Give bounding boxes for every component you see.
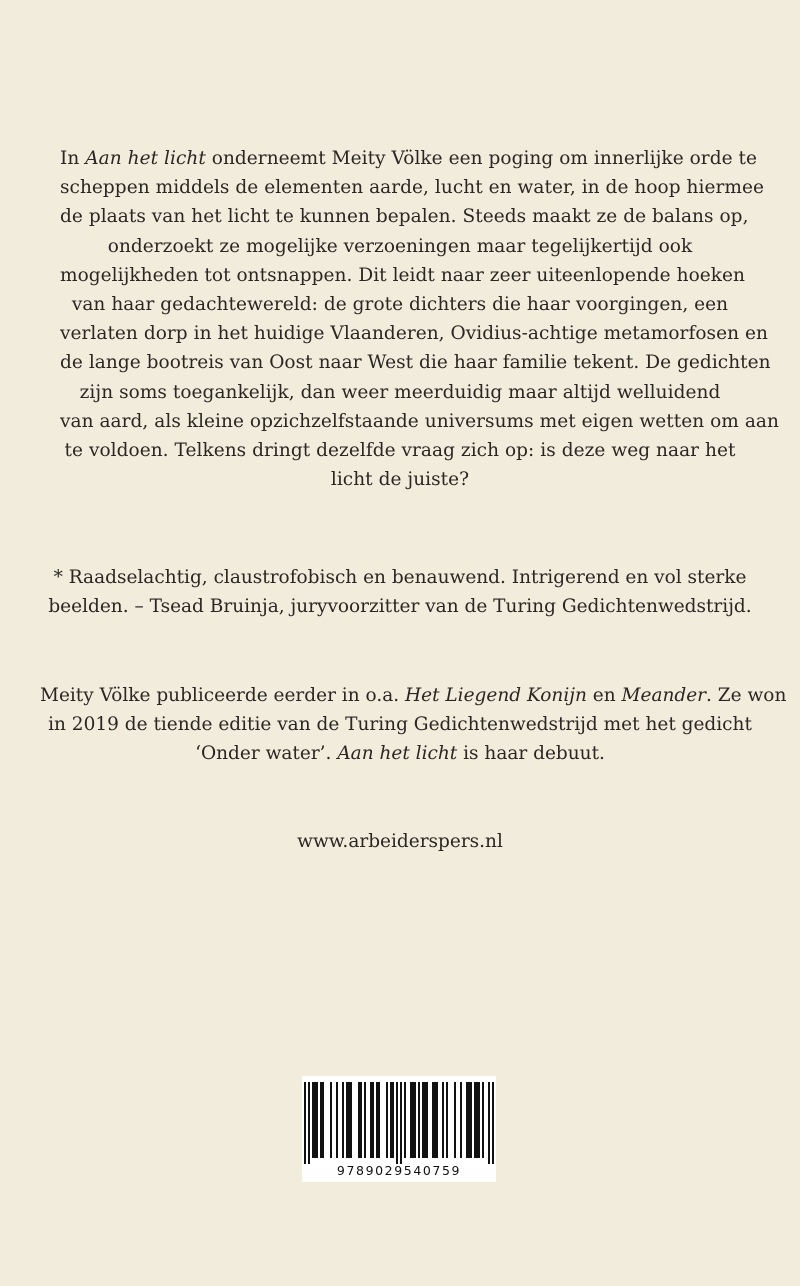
barcode-bar — [360, 1082, 362, 1158]
barcode-bar — [350, 1082, 352, 1158]
barcode-bar — [330, 1082, 332, 1158]
bio-line-3 — [40, 739, 760, 768]
barcode-bar — [492, 1082, 494, 1164]
blurb-paragraph — [60, 144, 779, 494]
barcode-bar — [436, 1082, 438, 1158]
blurb-text: onderneemt Meity Völke een poging om innerlijke orde te — [205, 148, 758, 169]
barcode-bar — [392, 1082, 394, 1158]
blurb-text: te voldoen. Telkens dringt dezelfde vraag zich op: is deze weg naar het — [64, 440, 736, 462]
barcode-bar — [446, 1082, 448, 1158]
barcode-bar — [316, 1082, 318, 1158]
barcode-bar — [426, 1082, 428, 1158]
blurb-text: onderzoekt ze mogelijke verzoeningen maar tegelijkertijd ook — [107, 235, 693, 257]
barcode-bar — [488, 1082, 490, 1164]
barcode-bar — [312, 1082, 314, 1158]
blurb-text: verlaten dorp in het huidige Vlaanderen, Ovidius-achtige metamorfosen en — [60, 323, 768, 345]
barcode-bar — [474, 1082, 476, 1158]
publication-title: Het Liegend Konijn — [405, 685, 587, 706]
blurb-text: zijn soms toegankelijk, dan weer meerduidig maar altijd welluidend — [79, 381, 721, 403]
barcode-bar — [304, 1082, 306, 1164]
bio-text: ‘Onder water’. — [195, 743, 338, 765]
blurb-text: mogelijkheden tot ontsnappen. Dit leidt naar zeer uiteenlopende hoeken — [60, 264, 745, 286]
blurb-text: scheppen middels de elementen aarde, lucht en water, in de hoop hiermee — [60, 177, 764, 199]
barcode-bar — [432, 1082, 434, 1158]
blurb-line — [60, 465, 740, 494]
bio-text: en — [586, 685, 622, 706]
bio-text: . Ze won — [706, 685, 787, 706]
blurb-line — [60, 202, 749, 231]
barcode-bar — [396, 1082, 398, 1164]
barcode-bar — [376, 1082, 378, 1158]
blurb-text: licht de juiste? — [330, 469, 470, 491]
barcode-bar — [372, 1082, 374, 1158]
isbn-number: 9789029540759 — [336, 1163, 462, 1178]
barcode-bar — [476, 1082, 478, 1158]
barcode-bar — [466, 1082, 468, 1158]
quote-line-2: beelden. – Tsead Bruinja, juryvoorzitter van de Turing Gedichtenwedstrijd. — [48, 596, 752, 618]
barcode-bar — [386, 1082, 388, 1158]
barcode-bar — [410, 1082, 412, 1158]
barcode-bar — [308, 1082, 310, 1164]
blurb-text: In — [60, 148, 86, 169]
quote-line-1: * Raadselachtig, claustrofobisch en benauwend. Intrigerend en vol sterke — [53, 567, 747, 588]
blurb-text: de lange bootreis van Oost naar West die haar familie tekent. De gedichten — [60, 352, 771, 374]
barcode-bar — [322, 1082, 324, 1158]
barcode-bar — [482, 1082, 484, 1158]
barcode-bar — [400, 1082, 402, 1164]
blurb-line — [60, 319, 768, 348]
barcode-bar — [320, 1082, 322, 1158]
barcode-bar — [378, 1082, 380, 1158]
blurb-text: de plaats van het licht te kunnen bepalen. Steeds maakt ze de balans op, — [60, 206, 749, 228]
barcode-bar — [346, 1082, 348, 1158]
author-bio — [40, 681, 787, 769]
barcode-bar — [454, 1082, 456, 1158]
barcode-bar — [364, 1082, 366, 1158]
blurb-line — [60, 232, 740, 261]
blurb-line — [60, 290, 740, 319]
blurb-text: van haar gedachtewereld: de grote dichters die haar voorgingen, een — [71, 294, 729, 316]
barcode-bar — [358, 1082, 360, 1158]
barcode-bar — [478, 1082, 480, 1158]
barcode-bar — [460, 1082, 462, 1158]
blurb-line — [60, 173, 764, 202]
barcode-bar — [336, 1082, 338, 1158]
barcode-bar — [390, 1082, 392, 1158]
barcode-bar — [468, 1082, 470, 1158]
book-title: Aan het licht — [337, 743, 458, 765]
isbn-barcode — [302, 1076, 496, 1182]
barcode-bar — [470, 1082, 472, 1158]
blurb-line — [60, 261, 745, 290]
barcode-bar — [414, 1082, 416, 1158]
blurb-line — [60, 144, 758, 173]
barcode-bar — [422, 1082, 424, 1158]
barcode-bar — [434, 1082, 436, 1158]
publication-title: Meander — [621, 685, 707, 706]
bio-text: Meity Völke publiceerde eerder in o.a. — [40, 685, 405, 706]
bio-text: is haar debuut. — [457, 743, 605, 765]
barcode-bar — [442, 1082, 444, 1158]
publisher-website[interactable]: www.arbeiderspers.nl — [297, 831, 503, 852]
blurb-line — [60, 407, 779, 436]
blurb-lines — [60, 144, 779, 494]
blurb-line — [60, 436, 740, 465]
book-title: Aan het licht — [85, 148, 206, 169]
barcode-bar — [412, 1082, 414, 1158]
blurb-line — [60, 348, 771, 377]
blurb-line — [60, 378, 740, 407]
barcode-bar — [348, 1082, 350, 1158]
barcode-bar — [404, 1082, 406, 1158]
barcode-bar — [370, 1082, 372, 1158]
review-quote — [40, 563, 760, 621]
barcode-bar — [314, 1082, 316, 1158]
bio-line-1 — [40, 681, 787, 710]
barcode-bar — [424, 1082, 426, 1158]
barcode-bar — [418, 1082, 420, 1158]
barcode-bar — [342, 1082, 344, 1158]
bio-line-2: in 2019 de tiende editie van de Turing Gedichtenwedstrijd met het gedicht — [48, 714, 752, 736]
blurb-text: van aard, als kleine opzichzelfstaande universums met eigen wetten om aan — [60, 410, 779, 432]
